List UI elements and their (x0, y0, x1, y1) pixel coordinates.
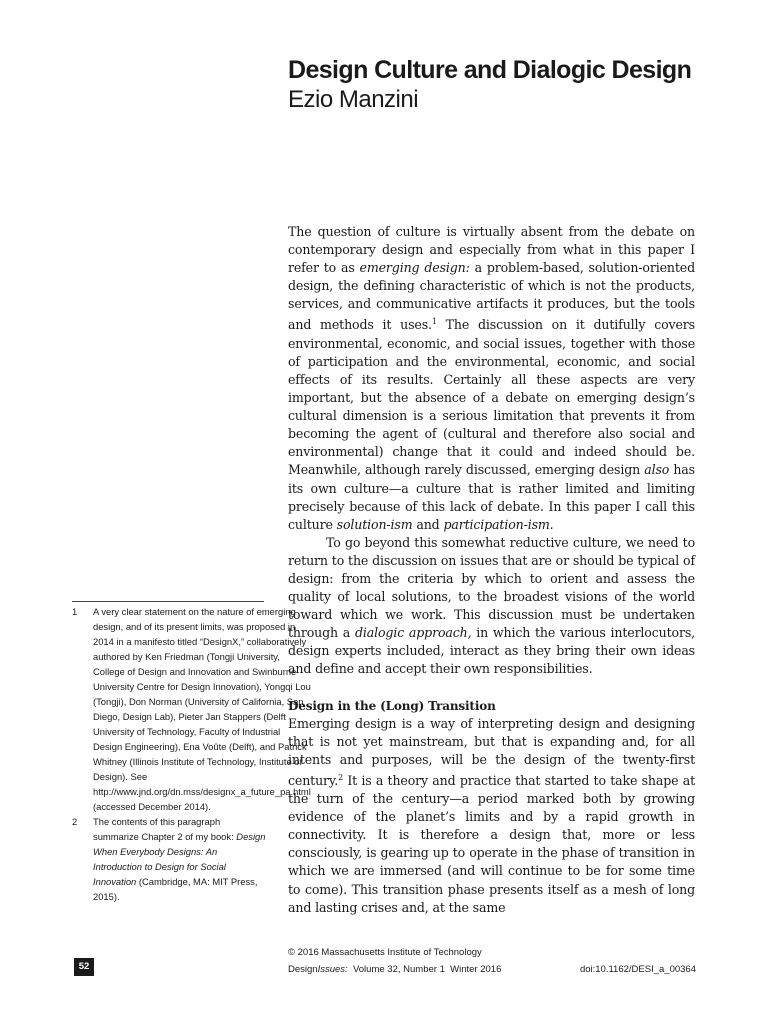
footnote-number: 2 (72, 816, 78, 827)
doi-link[interactable]: doi:10.1162/DESI_a_00364 (579, 964, 696, 975)
journal-citation: DesignIssues: Volume 32, Number 1 Winter 2016 (288, 964, 502, 975)
footnote-2 (72, 814, 267, 904)
article-title: Design Culture and Dialogic Design (288, 56, 692, 84)
footnote-1 (72, 604, 311, 814)
copyright-notice: © 2016 Massachusetts Institute of Technology (288, 947, 482, 958)
footnote-ref-1[interactable]: 1 (431, 317, 437, 327)
footnote-divider (72, 601, 264, 602)
footnote-text: The contents of this paragraph summarize Chapter 2 of my book: Design When Everybody Designs: An Introduction to Design for Social Innovation (Cambridge, MA: MIT Press, 2015). (93, 816, 266, 902)
body-paragraph-2: To go beyond this somewhat reductive culture, we need to return to the discussion on issues that are or should be typical of design: from the criteria by which to orient and assess the quality of local solutions, to the broadest visions of the world toward which we work. This discussion must be undertaken through a dialogic approach, in which the various interlocutors, design experts included, interact as they bring their own ideas and define and accept their own responsibilities. (288, 534, 695, 677)
article-author: Ezio Manzini (288, 86, 419, 113)
page-number: 52 (74, 958, 94, 976)
footnote-ref-2[interactable]: 2 (338, 772, 344, 782)
footnotes (72, 604, 311, 904)
body-paragraph-1: The question of culture is virtually absent from the debate on contemporary design and especially from what in this paper I refer to as emerging design: a problem-based, solution-oriented design, the defining characteristic of which is not the products, services, and communicative artifacts it produces, but the tools and methods it uses.$^1$ The discussion on it dutifully covers environmental, economic, and social issues, together with those of participation and the environmental, economic, and social effects of its results. Certainly all these aspects are very important, but the absence of a debate on emerging design’s cultural dimension is a serious limitation that prevents it from becoming the agent of (cultural and therefore also social and environmental) change that it could and indeed should be. Meanwhile, although rarely discussed, emerging design also has its own culture—a culture that is rather limited and limiting precisely because of this lack of debate. In this paper I call this culture solution-ism and participation-ism. (288, 224, 695, 532)
body-paragraph-3: Emerging design is a way of interpreting design and designing that is not yet mainstream, but that is expanding and, for all intents and purposes, will be the design of the twenty-first century.$^2$ It is a theory and practice that started to take shape at the turn of the century—a period marked both by growing evidence of the planet’s limits and by a rapid growth in connectivity. It is therefore a design that, more or less consciously, is gearing up to operate in the phase of transition in which we are immersed (and will continue to be for some time to come). This transition phase presents itself as a mesh of long and lasting crises and, at the same (288, 715, 695, 915)
footnote-number: 1 (72, 606, 78, 617)
emphasis-emerging-design: emerging design: (359, 260, 470, 276)
article-body (288, 223, 695, 917)
footnote-text: A very clear statement on the nature of emerging design, and of its present limits, was proposed in 2014 in a manifesto titled “DesignX,” collaboratively authored by Ken Friedman (Tongji University, College of Design and Innovation and Swinburne University Centre for Design Innovation), Yongqi Lou (Tongji), Don Norman (University of California, San Diego, Design Lab), Pieter Jan Stappers (Delft University of Technology, Faculty of Industrial Design Engineering), Ena Voûte (Delft), and Patrick Whitney (Illinois Institute of Technology, Institute of Design). See http://www.jnd.org/dn.mss/designx_a_future_pa.html (accessed December 2014). (93, 606, 311, 812)
section-heading: Design in the (Long) Transition (288, 698, 496, 713)
